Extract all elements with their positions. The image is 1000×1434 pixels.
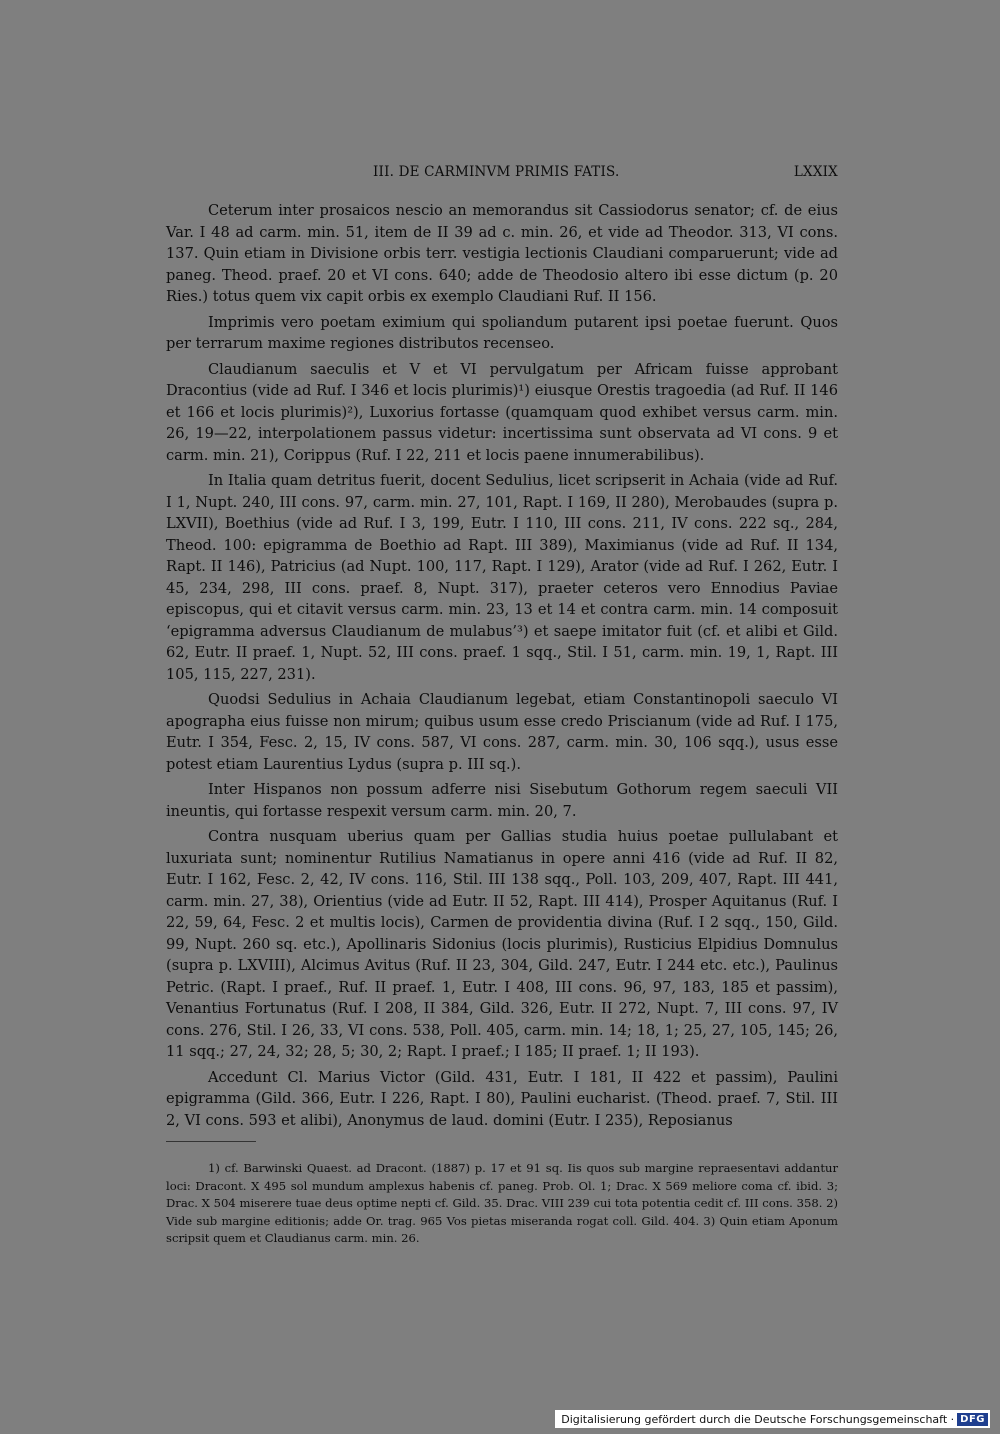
paragraph: Imprimis vero poetam eximium qui spoliandum putarent ipsi poetae fuerunt. Quos per terrarum maxime regiones distributos recenseo. xyxy=(166,313,838,352)
running-header xyxy=(166,164,838,184)
footnote-divider xyxy=(166,1141,256,1142)
paragraph: Accedunt Cl. Marius Victor (Gild. 431, Eutr. I 181, II 422 et passim), Paulini epigramma (Gild. 366, Eutr. I 226, Rapt. I 80), Paulini eucharist. (Theod. praef. 7, Stil. III 2, VI cons. 593 et alibi), Anonymus de laud. domini (Eutr. I 235), Reposianus xyxy=(166,1068,838,1129)
paragraph: Inter Hispanos non possum adferre nisi Sisebutum Gothorum regem saeculi VII ineuntis, qui fortasse respexit versum carm. min. 20, 7. xyxy=(166,781,838,820)
credit-text: Digitalisierung gefördert durch die Deutsche Forschungsgemeinschaft · xyxy=(561,1412,955,1426)
paragraph: Quodsi Sedulius in Achaia Claudianum legebat, etiam Constantinopoli saeculo VI apographa eius fuisse non mirum; quibus usum esse credo Priscianum (vide ad Ruf. I 175, Eutr. I 354, Fesc. 2, 15, IV cons. 587, VI cons. 287, carm. min. 30, 106 sqq.), usus esse potest etiam Laurentius Lydus (supra p. III sq.). xyxy=(166,691,838,773)
footnotes xyxy=(166,1160,838,1248)
page-number: LXXIX xyxy=(793,164,838,180)
paragraph: Contra nusquam uberius quam per Gallias studia huius poetae pullulabant et luxuriata sunt; nominentur Rutilius Namatianus in opere anni 416 (vide ad Ruf. II 82, Eutr. I 162, Fesc. 2, 42, IV cons. 116, Stil. III 138 sqq., Poll. 103, 209, 407, Rapt. III 441, carm. min. 27, 38), Orientius (vide ad Eutr. II 52, Rapt. III 414), Prosper Aquitanus (Ruf. I 22, 59, 64, Fesc. 2 et multis locis), Carmen de providentia divina (Ruf. I 2 sqq., 150, Gild. 99, Nupt. 260 sq. etc.), Apollinaris Sidonius (locis plurimis), Rusticius Elpidius Domnulus (supra p. LXVIII), Alcimus Avitus (Ruf. II 23, 304, Gild. 247, Eutr. I 244 etc. etc.), Paulinus Petric. (Rapt. I praef., Ruf. II praef. 1, Eutr. I 408, III cons. 96, 97, 183, 185 et passim), Venantius Fortunatus (Ruf. I 208, II 384, Gild. 326, Eutr. II 272, Nupt. 7, III cons. 97, IV cons. 276, Stil. I 26, 33, VI cons. 538, Poll. 405, carm. min. 14; 18, 1; 25, 27, 105, 145; 26, 11 sqq.; 27, 24, 32; 28, 5; 30, 2; Rapt. I praef.; I 185; II praef. 1; II 193). xyxy=(166,828,838,1060)
body-text xyxy=(166,200,838,1135)
dfg-logo-icon: DFG xyxy=(957,1413,988,1426)
paragraph: Claudianum saeculis et V et VI pervulgatum per Africam fuisse approbant Dracontius (vide ad Ruf. I 346 et locis plurimis)¹) eiusque Orestis tragoedia (ad Ruf. II 146 et 166 et locis plurimis)²), Luxorius fortasse (quamquam quod exhibet versus carm. min. 26, 19—22, interpolationem passus videtur: incertissima sunt observata ad VI cons. 9 et carm. min. 21), Corippus (Ruf. I 22, 211 et locis paene innumerabilibus). xyxy=(166,360,838,464)
digitization-credit xyxy=(555,1410,990,1428)
footnote: 1) cf. Barwinski Quaest. ad Dracont. (1887) p. 17 et 91 sq. Iis quos sub margine repraesentavi addantur loci: Dracont. X 495 sol mundum amplexus habenis cf. paneg. Prob. Ol. 1; Drac. X 569 meliore coma cf. ibid. 3; Drac. X 504 miserere tuae deus optime nepti cf. Gild. 35. Drac. VIII 239 cui tota potentia cedit cf. III cons. 358. 2) Vide sub margine editionis; adde Or. trag. 965 Vos pietas miseranda rogat coll. Gild. 404. 3) Quin etiam Aponum scripsit quem et Claudianus carm. min. 26. xyxy=(166,1161,838,1245)
paragraph: Ceterum inter prosaicos nescio an memorandus sit Cassiodorus senator; cf. de eius Var. I 48 ad carm. min. 51, item de II 39 ad c. min. 26, et vide ad Theodor. 313, VI cons. 137. Quin etiam in Divisione orbis terr. vestigia lectionis Claudiani comparuerunt; vide ad paneg. Theod. praef. 20 et VI cons. 640; adde de Theodosio altero ibi esse dictum (p. 20 Ries.) totus quem vix capit orbis ex exemplo Claudiani Ruf. II 156. xyxy=(166,202,838,305)
running-title: III. DE CARMINVM PRIMIS FATIS. xyxy=(373,164,620,180)
paragraph: In Italia quam detritus fuerit, docent Sedulius, licet scripserit in Achaia (vide ad Ruf. I 1, Nupt. 240, III cons. 97, carm. min. 27, 101, Rapt. I 169, II 280), Merobaudes (supra p. LXVII), Boethius (vide ad Ruf. I 3, 199, Eutr. I 110, III cons. 211, IV cons. 222 sq., 284, Theod. 100: epigramma de Boethio ad Rapt. III 389), Maximianus (vide ad Ruf. II 134, Rapt. II 146), Patricius (ad Nupt. 100, 117, Rapt. I 129), Arator (vide ad Ruf. I 262, Eutr. I 45, 234, 298, III cons. praef. 8, Nupt. 317), praeter ceteros vero Ennodius Paviae episcopus, qui et citavit versus carm. min. 23, 13 et 14 et contra carm. min. 14 composuit ‘epigramma adversus Claudianum de mulabus’³) et saepe imitator fuit (cf. et alibi et Gild. 62, Eutr. II praef. 1, Nupt. 52, III cons. praef. 1 sqq., Stil. I 51, carm. min. 19, 1, Rapt. III 105, 115, 227, 231). xyxy=(166,472,838,683)
